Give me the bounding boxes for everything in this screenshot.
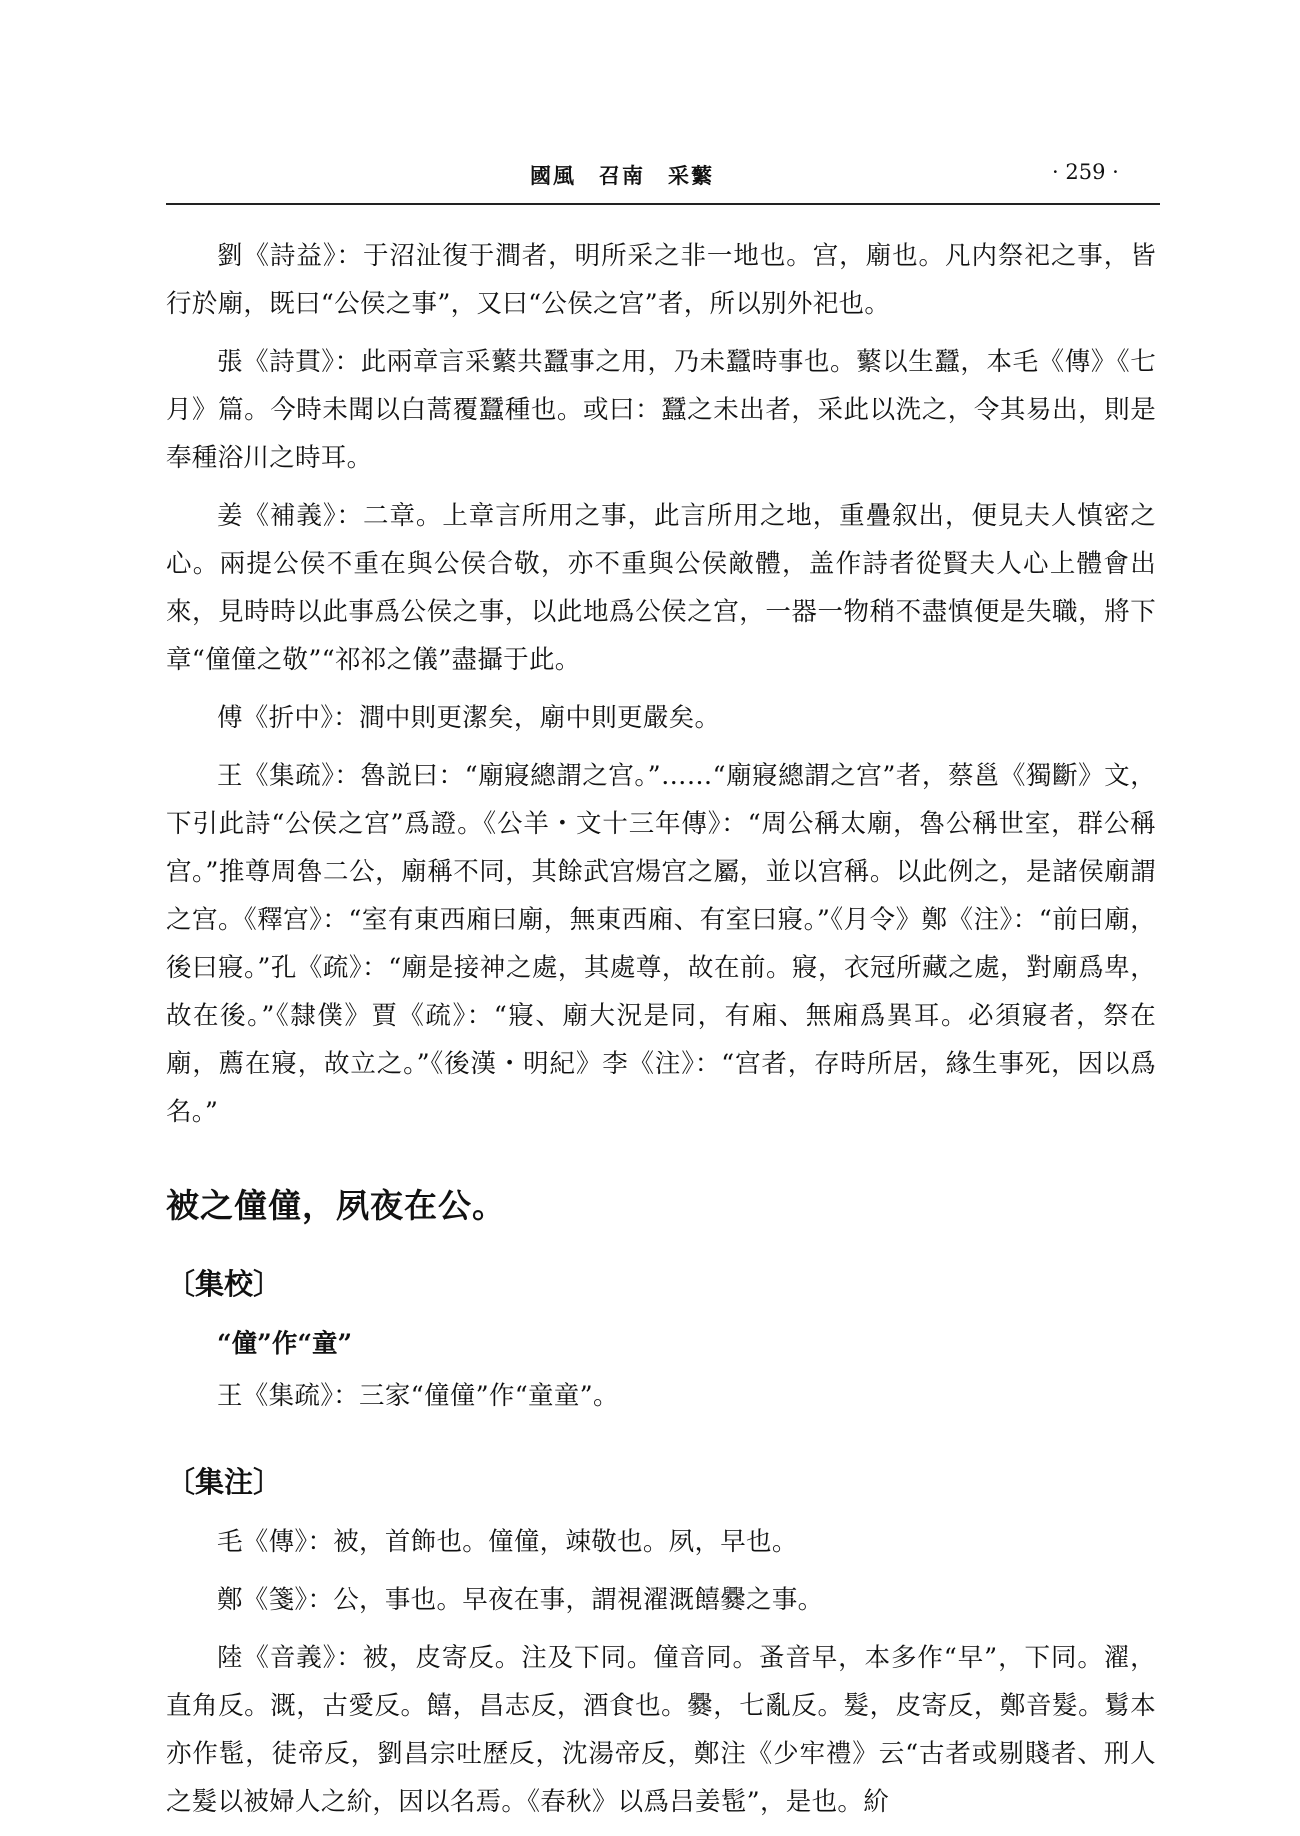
commentary-paragraph: 張《詩貫》：此兩章言采蘩共蠶事之用，乃未蠶時事也。蘩以生蠶，本毛《傳》《七月》篇。今時未聞以白蒿覆蠶種也。或曰：蠶之未出者，采此以洗之，令其易出，則是奉種浴川之時耳。: [166, 347, 1156, 473]
verse-line: 被之僮僮，夙夜在公。: [166, 1186, 506, 1225]
annotation-paragraph: 毛《傳》：被，首飾也。僮僮，竦敬也。夙，早也。: [217, 1527, 798, 1557]
section-heading-jizhu: 〔集注〕: [166, 1465, 283, 1499]
commentary-paragraph: 王《集疏》：魯説曰：“廟寢總謂之宫。”……“廟寢總謂之宫”者，蔡邕《獨斷》文，下引此詩“公侯之宫”爲證。《公羊・文十三年傳》：“周公稱太廟，魯公稱世室，群公稱宫。”推尊周魯二公，廟稱不同，其餘武宫煬宫之屬，並以宫稱。以此例之，是諸侯廟謂之宫。《釋宫》：“室有東西廂曰廟，無東西廂、有室曰寢。”《月令》鄭《注》：“前曰廟，後曰寢。”孔《疏》：“廟是接神之處，其處尊，故在前。寢，衣冠所藏之處，對廟爲卑，故在後。”《隸僕》賈《疏》：“寢、廟大況是同，有廂、無廂爲異耳。必須寢者，祭在廟，薦在寢，故立之。”《後漢・明紀》李《注》：“宫者，存時所居，緣生事死，因以爲名。”: [166, 761, 1156, 1127]
page-body: [166, 232, 1156, 1836]
page-number: · 259 ·: [1052, 160, 1119, 184]
collation-item-label: “僮”作“童”: [217, 1329, 353, 1359]
section-heading-jijiao: 〔集校〕: [166, 1267, 283, 1301]
annotation-paragraph: 鄭《箋》：公，事也。早夜在事，謂視濯溉饎爨之事。: [217, 1585, 824, 1615]
header-rule: [166, 203, 1160, 205]
annotation-paragraph: 陸《音義》：被，皮寄反。注及下同。僮音同。蚤音早，本多作“早”，下同。濯，直角反。溉，古愛反。饎，昌志反，酒食也。爨，七亂反。髮，皮寄反，鄭音髮。鬄本亦作髢，徒帝反，劉昌宗吐歷反，沈湯帝反，鄭注《少牢禮》云“古者或剔賤者、刑人之髮以被婦人之紒，因以名焉。《春秋》以爲吕姜髢”，是也。紒: [166, 1643, 1156, 1817]
running-head: 國風 召南 采蘩: [530, 163, 714, 188]
collation-paragraph: 王《集疏》：三家“僮僮”作“童童”。: [217, 1381, 619, 1411]
commentary-paragraph: 姜《補義》：二章。上章言所用之事，此言所用之地，重疊叙出，便見夫人慎密之心。兩提公侯不重在與公侯合敬，亦不重與公侯敵體，盖作詩者從賢夫人心上體會出來，見時時以此事爲公侯之事，以此地爲公侯之宫，一器一物稍不盡慎便是失職，將下章“僮僮之敬”“祁祁之儀”盡攝于此。: [166, 501, 1156, 675]
commentary-paragraph: 傅《折中》：澗中則更潔矣，廟中則更嚴矣。: [217, 703, 721, 733]
commentary-paragraph: 劉《詩益》：于沼沚復于澗者，明所采之非一地也。宫，廟也。凡内祭祀之事，皆行於廟，既曰“公侯之事”，又曰“公侯之宫”者，所以别外祀也。: [166, 241, 1156, 319]
